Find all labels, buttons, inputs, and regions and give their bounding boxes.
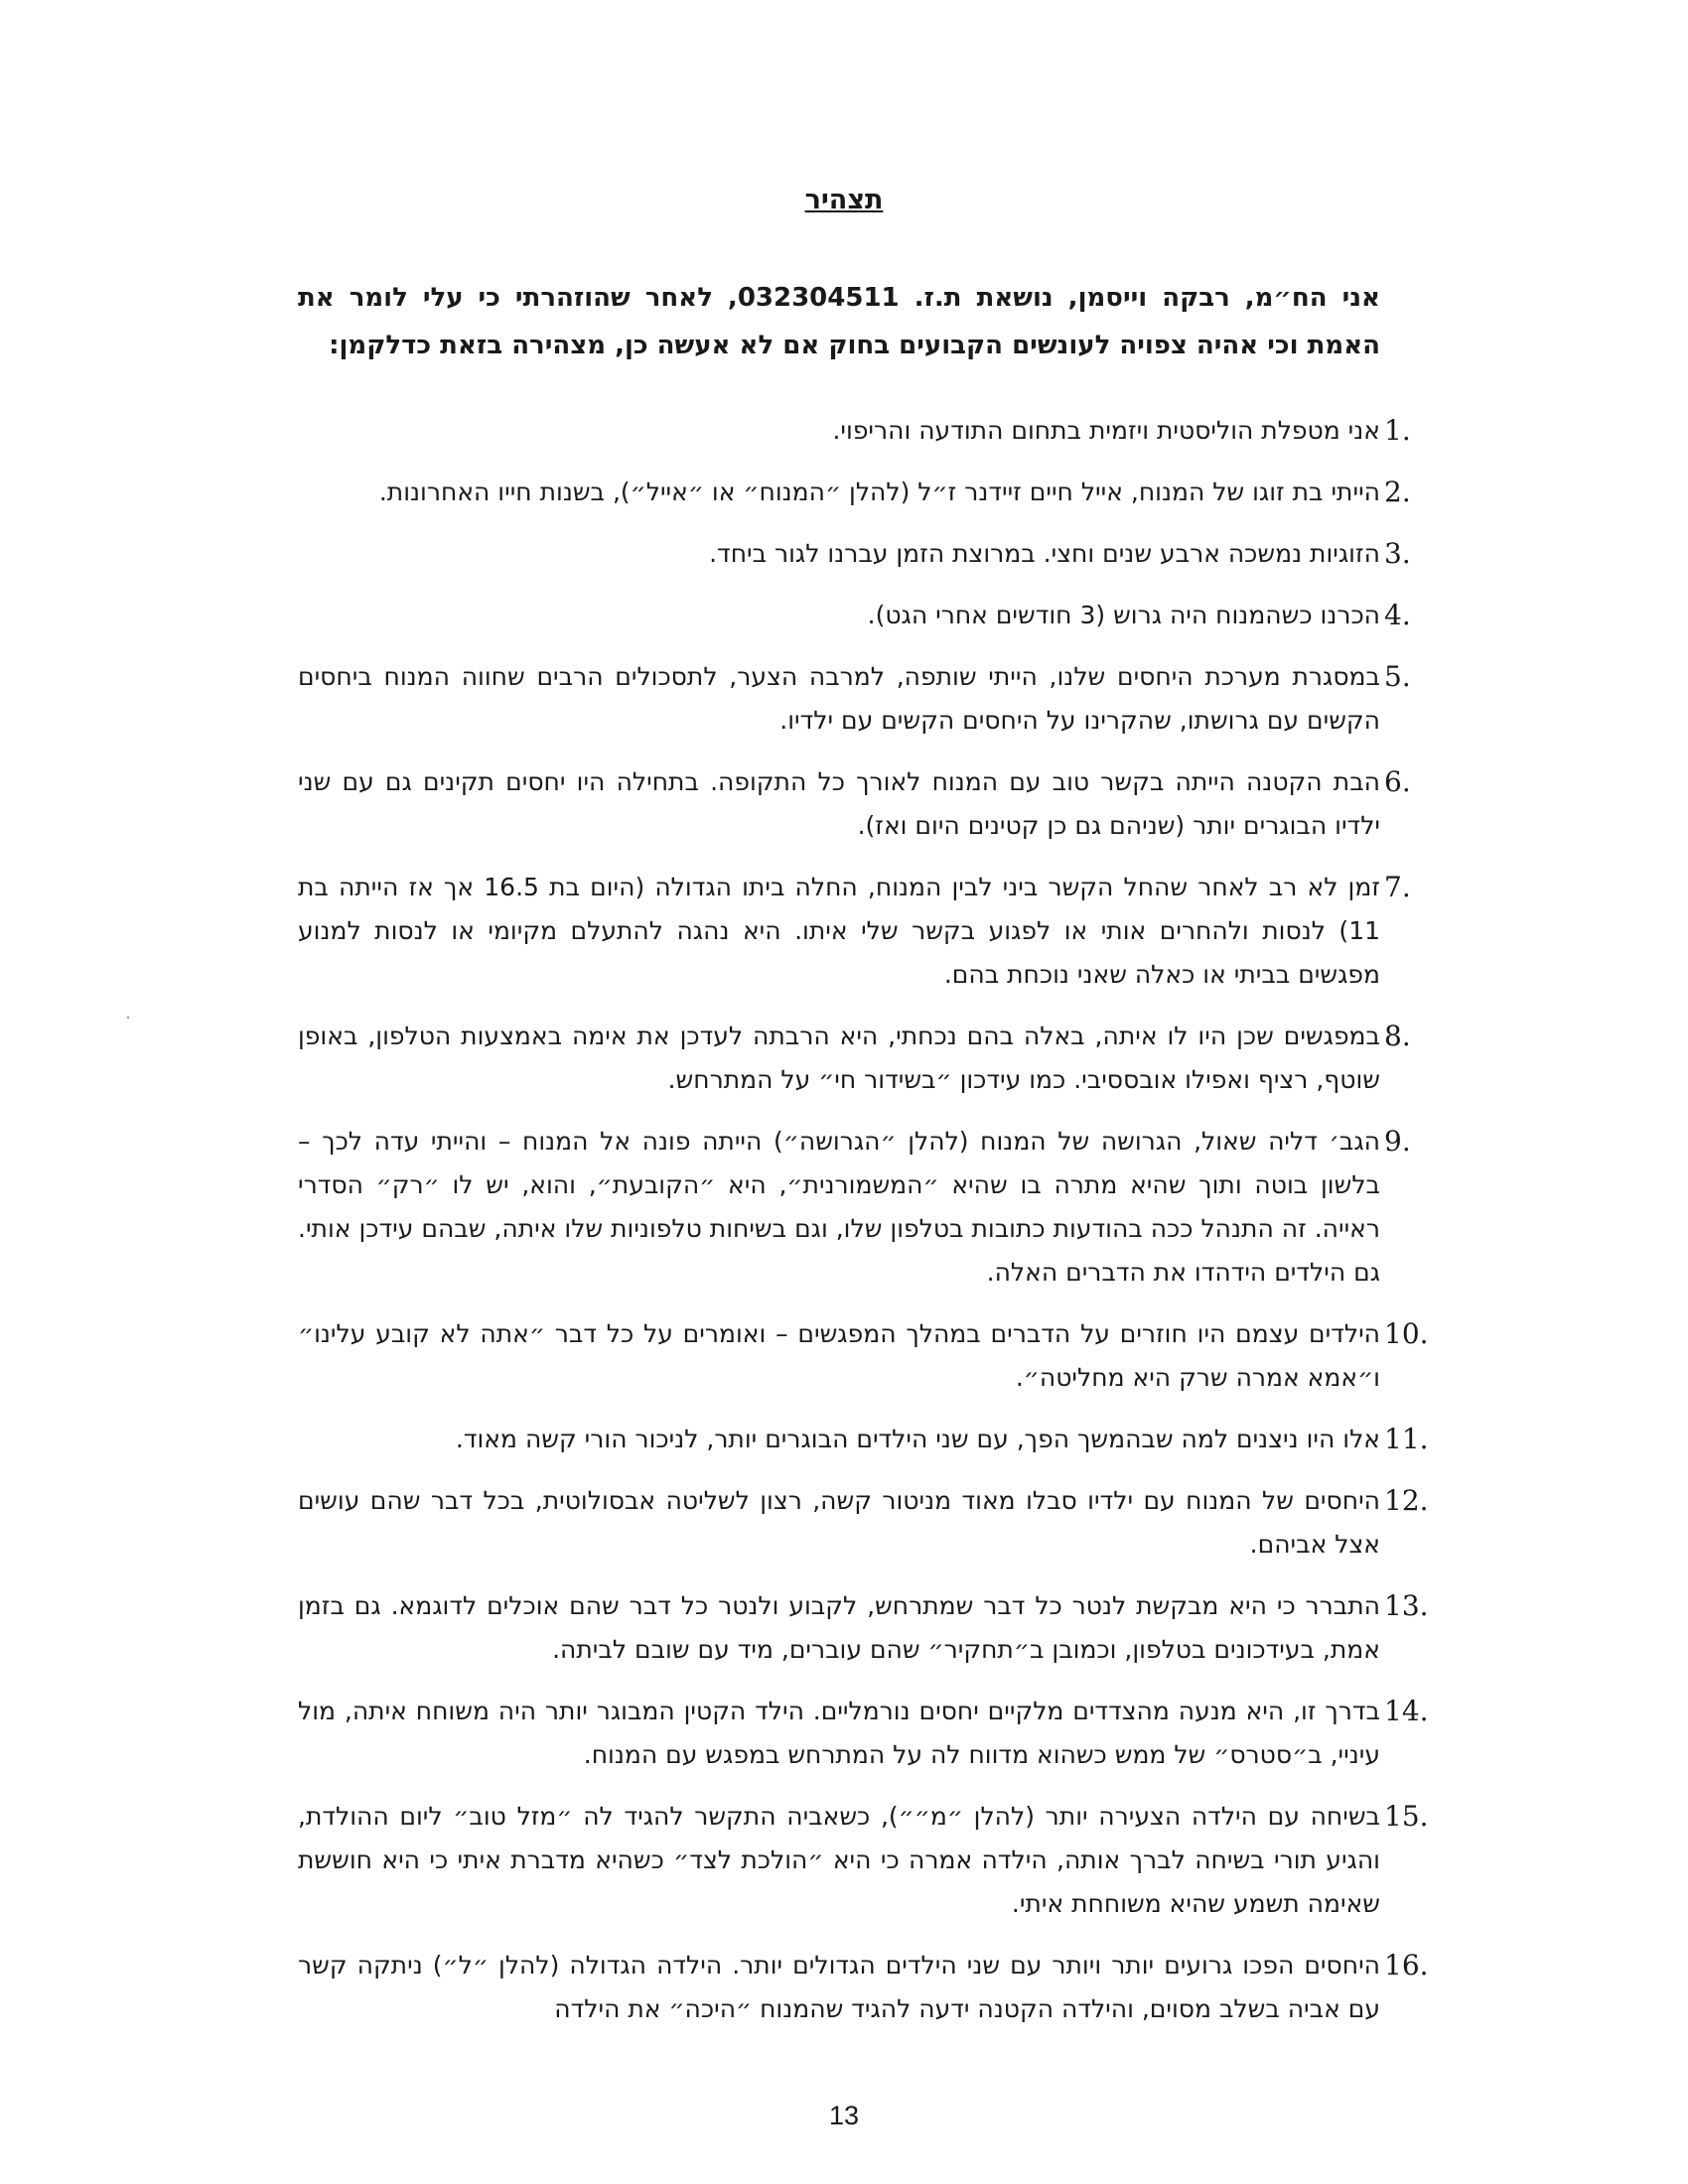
list-item: [298, 1944, 1429, 2031]
item-text: זמן לא רב לאחר שהחל הקשר ביני לבין המנוח, החלה ביתו הגדולה (היום בת 16.5 אך אז הייתה בת 11) לנסות ולהחרים אותי או לפגוע בקשר שלי איתו. היא נהגה להתעלם מקיומי או לנסות למנוע מפגשים בביתי או כאלה שאני נוכחת בהם.: [298, 873, 1380, 989]
list-item: [298, 594, 1411, 637]
item-number: 7.: [1384, 871, 1411, 903]
item-number: 14.: [1384, 1695, 1429, 1727]
item-number: 6.: [1384, 765, 1411, 798]
list-item: [298, 1015, 1411, 1102]
item-text: במסגרת מערכת היחסים שלנו, הייתי שותפה, למרבה הצער, לתסכולים הרבים שחווה המנוח ביחסים הקשים עם גרושתו, שהקרינו על היחסים הקשים עם ילדיו.: [298, 662, 1380, 735]
item-number: 11.: [1384, 1423, 1429, 1455]
list-item: [298, 1479, 1429, 1567]
list-item: [298, 1690, 1429, 1777]
item-text: הכרנו כשהמנוח היה גרוש (3 חודשים אחרי הגט).: [867, 601, 1380, 629]
list-item: [298, 409, 1411, 453]
item-number: 5.: [1384, 660, 1411, 693]
item-number: 1.: [1384, 414, 1411, 447]
item-number: 2.: [1384, 476, 1411, 508]
item-text: במפגשים שכן היו לו איתה, באלה בהם נכחתי, היא הרבתה לעדכן את אימה באמצעות הטלפון, באופן שוטף, רציף ואפילו אובססיבי. כמו עידכון ״בשידור חי״ על המתרחש.: [298, 1022, 1380, 1094]
intro-paragraph: אני הח״מ, רבקה וייסמן, נושאת ת.ז. 032304511, לאחר שהוזהרתי כי עלי לומר את האמת וכי אהיה צפויה לעונשים הקבועים בחוק אם לא אעשה כן, מצהירה בזאת כדלקמן:: [298, 283, 1380, 360]
item-number: 9.: [1384, 1125, 1411, 1158]
item-number: 12.: [1384, 1484, 1429, 1517]
list-item: [298, 866, 1411, 997]
list-item: [298, 1795, 1429, 1926]
list-item: [298, 1120, 1411, 1295]
page-title: תצהיר: [804, 185, 884, 215]
list-item: [298, 1312, 1429, 1400]
item-text: אני מטפלת הוליסטית ויזמית בתחום התודעה והריפוי.: [832, 416, 1380, 445]
item-number: 15.: [1384, 1800, 1429, 1833]
item-text: בשיחה עם הילדה הצעירה יותר (להלן ״מ״״), כשאביה התקשר להגיד לה ״מזל טוב״ ליום ההולדת, והגיע תורי בשיחה לברך אותה, הילדה אמרה כי היא ״הולכת לצד״ כשהיא מדברת איתי כי היא חוששת שאימה תשמע שהיא משוחחת איתי.: [298, 1802, 1380, 1918]
list-item: [298, 1584, 1429, 1672]
item-text: היחסים של המנוח עם ילדיו סבלו מאוד מניטור קשה, רצון לשליטה אבסולוטית, בכל דבר שהם עושים אצל אביהם.: [298, 1486, 1380, 1559]
list-item: [298, 471, 1411, 514]
item-number: 8.: [1384, 1020, 1411, 1052]
item-text: הילדים עצמם היו חוזרים על הדברים במהלך המפגשים – ואומרים על כל דבר ״אתה לא קובע עלינו״ ו״אמא אמרה שרק היא מחליטה״.: [298, 1319, 1380, 1392]
list-item: [298, 532, 1411, 576]
item-text: אלו היו ניצנים למה שבהמשך הפך, עם שני הילדים הבוגרים יותר, לניכור הורי קשה מאוד.: [455, 1425, 1380, 1453]
item-number: 10.: [1384, 1317, 1429, 1350]
item-number: 4.: [1384, 599, 1411, 631]
item-number: 13.: [1384, 1589, 1429, 1622]
numbered-list: [298, 409, 1429, 2049]
item-text: הגב׳ דליה שאול, הגרושה של המנוח (להלן ״הגרושה״) הייתה פונה אל המנוח – והייתי עדה לכך – בלשון בוטה ותוך שהיא מתרה בו שהיא ״המשמורנית״, היא ״הקובעת״, והוא, יש לו ״רק״ הסדרי ראייה. זה התנהל ככה בהודעות כתובות בטלפון שלו, וגם בשיחות טלפוניות שלו איתה, שבהם עידכן אותי. גם הילדים הידהדו את הדברים האלה.: [298, 1127, 1380, 1287]
item-text: בדרך זו, היא מנעה מהצדדים מלקיים יחסים נורמליים. הילד הקטין המבוגר יותר היה משוחח איתה, מול עיניי, ב״סטרס״ של ממש כשהוא מדווח לה על המתרחש במפגש עם המנוח.: [298, 1697, 1380, 1769]
list-item: [298, 655, 1411, 743]
page-number: 13: [828, 2101, 860, 2130]
item-number: 3.: [1384, 537, 1411, 570]
item-text: היחסים הפכו גרועים יותר ויותר עם שני הילדים הגדולים יותר. הילדה הגדולה (להלן ״ל״) ניתקה קשר עם אביה בשלב מסוים, והילדה הקטנה ידעה להגיד שהמנוח ״היכה״ את הילדה: [298, 1951, 1380, 2023]
item-text: הבת הקטנה הייתה בקשר טוב עם המנוח לאורך כל התקופה. בתחילה היו יחסים תקינים גם עם שני ילדיו הבוגרים יותר (שניהם גם כן קטינים היום ואז).: [298, 767, 1380, 840]
list-item: [298, 760, 1411, 848]
item-text: התברר כי היא מבקשת לנטר כל דבר שמתרחש, לקבוע ולנטר כל דבר שהם אוכלים לדוגמא. גם בזמן אמת, בעידכונים בטלפון, וכמובן ב״תחקיר״ שהם עוברים, מיד עם שובם לביתה.: [298, 1591, 1380, 1664]
scan-speck: [127, 1017, 129, 1019]
list-item: [298, 1418, 1429, 1461]
item-text: הזוגיות נמשכה ארבע שנים וחצי. במרוצת הזמן עברנו לגור ביחד.: [709, 539, 1380, 568]
item-number: 16.: [1384, 1949, 1429, 1981]
item-text: הייתי בת זוגו של המנוח, אייל חיים זיידנר ז״ל (להלן ״המנוח״ או ״אייל״), בשנות חייו האחרונות.: [378, 478, 1380, 506]
